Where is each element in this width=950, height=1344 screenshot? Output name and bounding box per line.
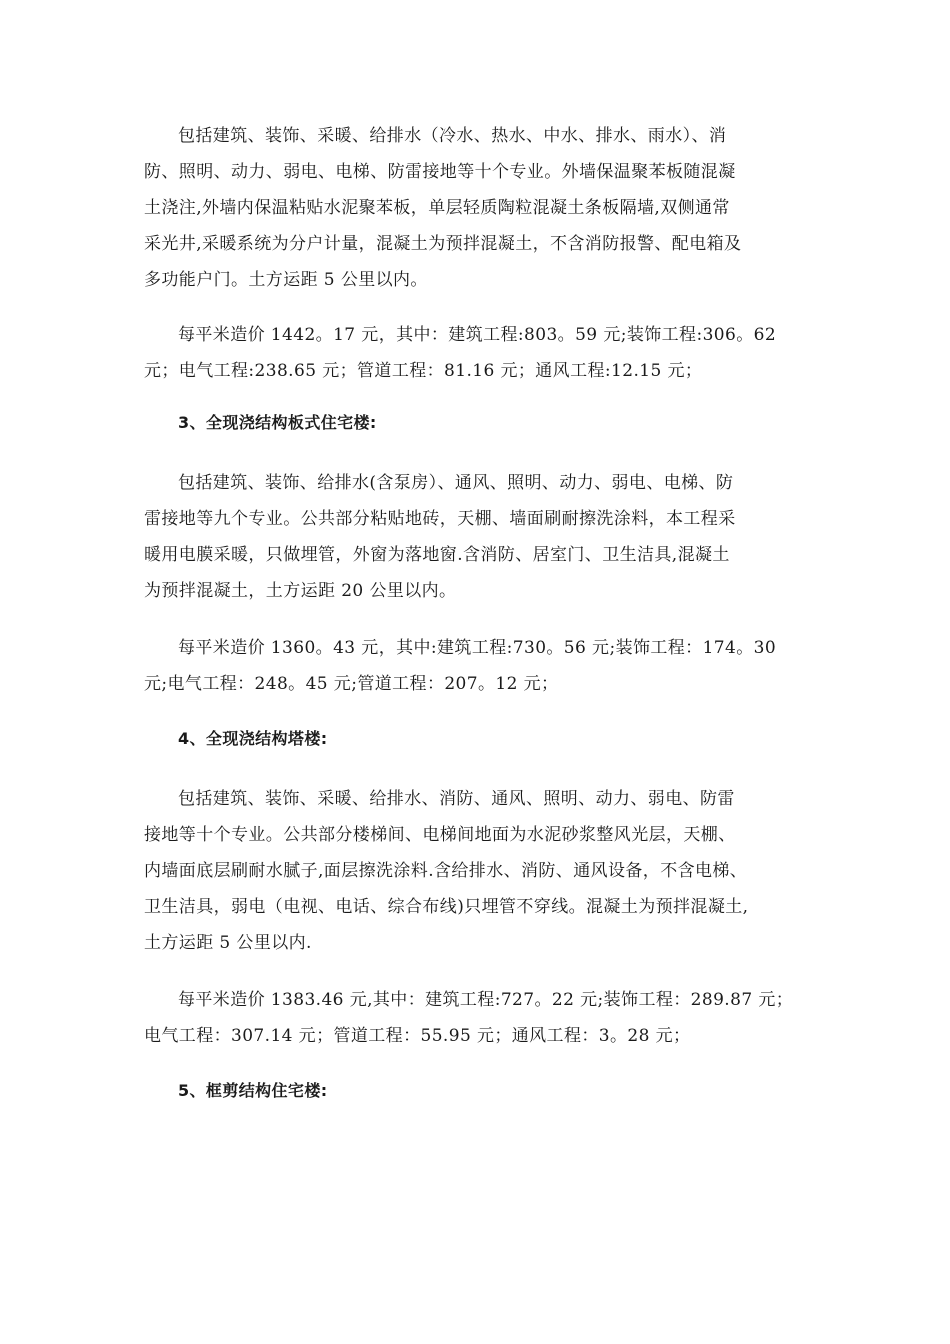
text-line: 内墙面底层刷耐水腻子,面层擦洗涂料.含给排水、消防、通风设备，不含电梯、 [144, 861, 748, 881]
text-line: 暖用电膜采暖，只做埋管，外窗为落地窗.含消防、居室门、卫生洁具,混凝土 [144, 545, 730, 565]
paragraph-scope-4 [144, 781, 824, 961]
section-heading-4 [144, 721, 824, 757]
text-line: 包括建筑、装饰、采暖、给排水、消防、通风、照明、动力、弱电、防雷 [178, 789, 735, 809]
section-heading-5 [144, 1073, 824, 1109]
text-line: 防、照明、动力、弱电、电梯、防雷接地等十个专业。外墙保温聚苯板随混凝 [144, 162, 736, 182]
text-line: 每平米造价 1360。43 元，其中:建筑工程:730。56 元;装饰工程：174。30 [178, 638, 777, 658]
text-line: 土浇注,外墙内保温粘贴水泥聚苯板，单层轻质陶粒混凝土条板隔墙,双侧通常 [144, 198, 730, 218]
text-line: 采光井,采暖系统为分户计量，混凝土为预拌混凝土，不含消防报警、配电箱及 [144, 234, 742, 254]
text-line: 卫生洁具，弱电（电视、电话、综合布线)只埋管不穿线。混凝土为预拌混凝土, [144, 897, 749, 917]
heading-text: 5、框剪结构住宅楼: [178, 1081, 328, 1100]
text-line: 雷接地等九个专业。公共部分粘贴地砖，天棚、墙面刷耐擦洗涂料，本工程采 [144, 509, 736, 529]
text-line: 多功能户门。土方运距 5 公里以内。 [144, 270, 428, 290]
text-line: 为预拌混凝土，土方运距 20 公里以内。 [144, 581, 457, 601]
heading-text: 4、全现浇结构塔楼: [178, 729, 328, 748]
text-line: 元；电气工程:238.65 元；管道工程：81.16 元；通风工程:12.15 元； [144, 361, 703, 381]
paragraph-scope-3 [144, 465, 824, 609]
paragraph-scope-2 [144, 118, 824, 298]
paragraph-cost-4 [144, 982, 824, 1054]
text-line: 土方运距 5 公里以内. [144, 933, 312, 953]
text-line: 元;电气工程：248。45 元;管道工程：207。12 元； [144, 674, 559, 694]
text-line: 每平米造价 1383.46 元,其中：建筑工程:727。22 元;装饰工程：289.87 元； [178, 990, 794, 1010]
text-line: 包括建筑、装饰、给排水(含泵房）、通风、照明、动力、弱电、电梯、防 [178, 473, 734, 493]
text-line: 包括建筑、装饰、采暖、给排水（冷水、热水、中水、排水、雨水）、消 [178, 126, 727, 146]
text-line: 电气工程：307.14 元；管道工程：55.95 元；通风工程：3。28 元； [144, 1026, 691, 1046]
heading-text: 3、全现浇结构板式住宅楼: [178, 413, 377, 432]
paragraph-cost-2 [144, 317, 824, 389]
paragraph-cost-3 [144, 630, 824, 702]
document-body [144, 118, 824, 1109]
text-line: 每平米造价 1442。17 元，其中：建筑工程:803。59 元;装饰工程:306。62 [178, 325, 777, 345]
section-heading-3 [144, 405, 824, 441]
text-line: 接地等十个专业。公共部分楼梯间、电梯间地面为水泥砂浆整风光层，天棚、 [144, 825, 736, 845]
